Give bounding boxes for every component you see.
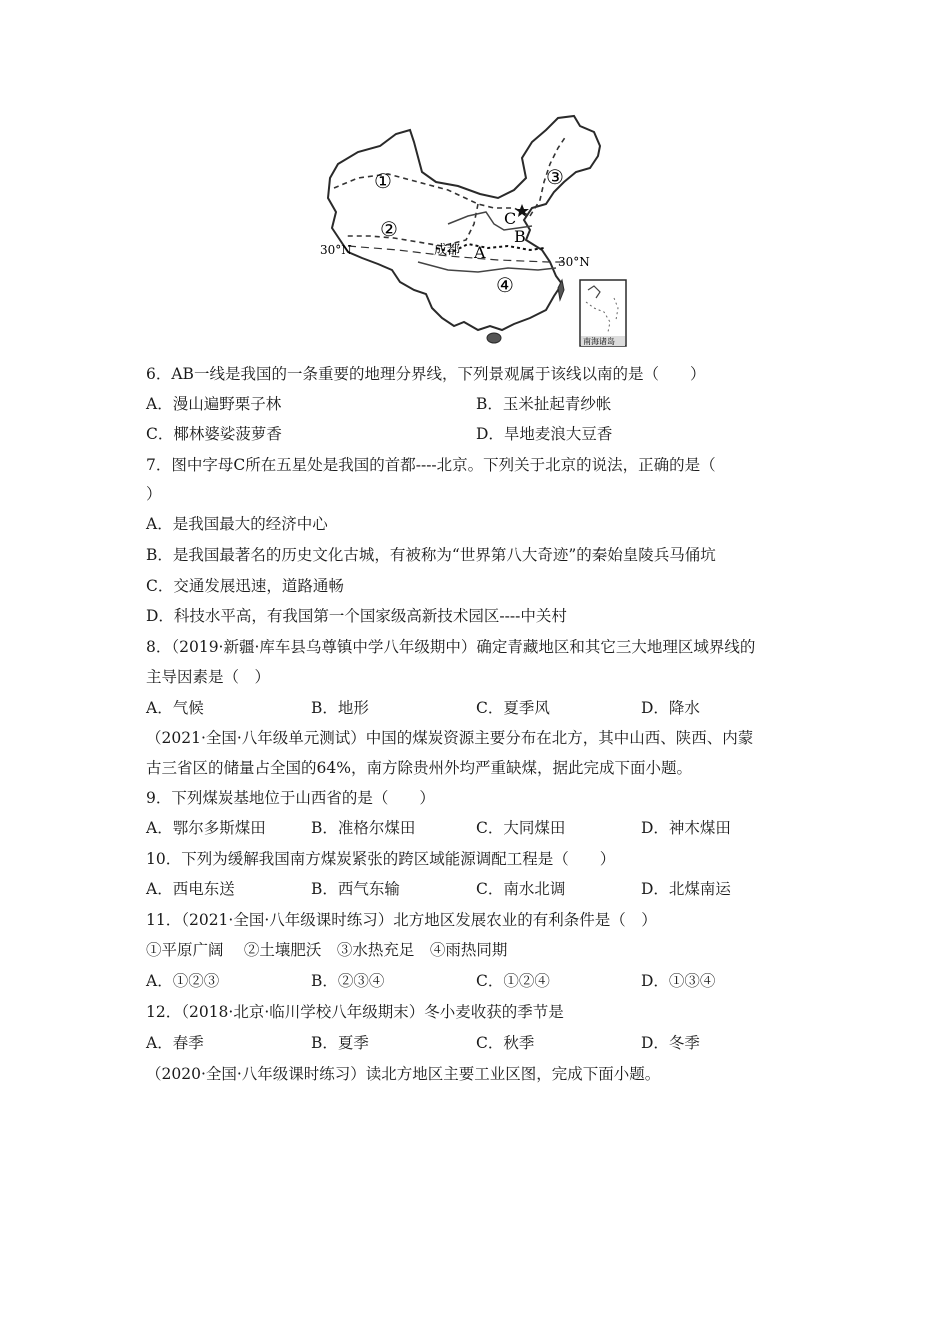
q9-stem: 9．下列煤炭基地位于山西省的是（ ） [146, 789, 435, 807]
region-label-3: ③ [546, 165, 564, 189]
q10-option-c[interactable]: C．南水北调 [476, 880, 566, 898]
q8-stem: 8．（2019·新疆·库车县乌尊镇中学八年级期中）确定青藏地区和其它三大地理区域界线的 [146, 638, 756, 656]
q7-option-a[interactable]: A．是我国最大的经济中心 [146, 515, 328, 533]
q6-option-d[interactable]: D．旱地麦浪大豆香 [476, 425, 613, 443]
q7-option-d[interactable]: D．科技水平高，有我国第一个国家级高新技术园区----中关村 [146, 607, 567, 625]
q12-option-b[interactable]: B．夏季 [311, 1034, 369, 1052]
city-label-chengdu: 成都 [434, 243, 461, 258]
q10-option-a[interactable]: A．西电东送 [146, 880, 235, 898]
q10-option-d[interactable]: D．北煤南运 [641, 880, 731, 898]
q11-stem: 11．（2021·全国·八年级课时练习）北方地区发展农业的有利条件是（ ） [146, 911, 657, 929]
q7-option-c[interactable]: C．交通发展迅速，道路通畅 [146, 577, 344, 595]
q6-option-b[interactable]: B．玉米扯起青纱帐 [476, 395, 612, 413]
q11-option-b[interactable]: B．②③④ [311, 972, 385, 990]
latitude-label-right: 30°N [558, 255, 590, 269]
region-label-1: ① [374, 169, 392, 193]
q11-conditions: ①平原广阔 ②土壤肥沃 ③水热充足 ④雨热同期 [146, 941, 508, 959]
q6-option-c[interactable]: C．椰林婆娑菠萝香 [146, 425, 282, 443]
q6-stem: 6．AB一线是我国的一条重要的地理分界线，下列景观属于该线以南的是（ ） [146, 365, 706, 383]
q11-option-d[interactable]: D．①③④ [641, 972, 716, 990]
q8-option-b[interactable]: B．地形 [311, 699, 369, 717]
coal-intro-line2: 古三省区的储量占全国的64%，南方除贵州外均严重缺煤，据此完成下面小题。 [146, 759, 692, 777]
q8-stem-cont: 主导因素是（ ） [146, 668, 271, 686]
taiwan-island [558, 280, 564, 300]
region-label-4: ④ [496, 273, 514, 297]
q12-stem: 12．（2018·北京·临川学校八年级期末）冬小麦收获的季节是 [146, 1003, 564, 1021]
yangtze-river [418, 262, 556, 272]
q8-option-d[interactable]: D．降水 [641, 699, 700, 717]
q12-option-d[interactable]: D．冬季 [641, 1034, 700, 1052]
q9-option-a[interactable]: A．鄂尔多斯煤田 [146, 819, 266, 837]
point-label-a: A [474, 243, 486, 262]
q7-stem-cont: ） [146, 485, 162, 503]
latitude-label-left: 30°N [320, 243, 352, 257]
q7-stem: 7．图中字母C所在五星处是我国的首都----北京。下列关于北京的说法，正确的是（ [146, 456, 716, 474]
point-label-c: C [504, 209, 517, 228]
q8-option-a[interactable]: A．气候 [146, 699, 204, 717]
q9-option-d[interactable]: D．神木煤田 [641, 819, 731, 837]
hainan-island [487, 333, 501, 343]
q12-option-c[interactable]: C．秋季 [476, 1034, 535, 1052]
inset-label: 南海诸岛 [583, 337, 615, 346]
q8-option-c[interactable]: C．夏季风 [476, 699, 550, 717]
q11-option-a[interactable]: A．①②③ [146, 972, 220, 990]
q12-option-a[interactable]: A．春季 [146, 1034, 204, 1052]
q7-option-b[interactable]: B．是我国最著名的历史文化古城，有被称为“世界第八大奇迹”的秦始皇陵兵马俑坑 [146, 546, 716, 564]
q9-option-b[interactable]: B．准格尔煤田 [311, 819, 416, 837]
q11-option-c[interactable]: C．①②④ [476, 972, 550, 990]
industry-intro: （2020·全国·八年级课时练习）读北方地区主要工业区图，完成下面小题。 [146, 1065, 661, 1083]
q10-stem: 10．下列为缓解我国南方煤炭紧张的跨区域能源调配工程是（ ） [146, 850, 616, 868]
q9-option-c[interactable]: C．大同煤田 [476, 819, 566, 837]
q10-option-b[interactable]: B．西气东输 [311, 880, 400, 898]
point-label-b: B [514, 227, 526, 246]
region-boundary-3 [346, 204, 478, 246]
south-china-sea-inset [580, 280, 626, 346]
q6-option-a[interactable]: A．漫山遍野栗子林 [146, 395, 282, 413]
coal-intro-line1: （2021·全国·八年级单元测试）中国的煤炭资源主要分布在北方，其中山西、陕西、内蒙 [146, 729, 754, 747]
china-map-figure [318, 112, 638, 357]
region-label-2: ② [380, 217, 398, 241]
